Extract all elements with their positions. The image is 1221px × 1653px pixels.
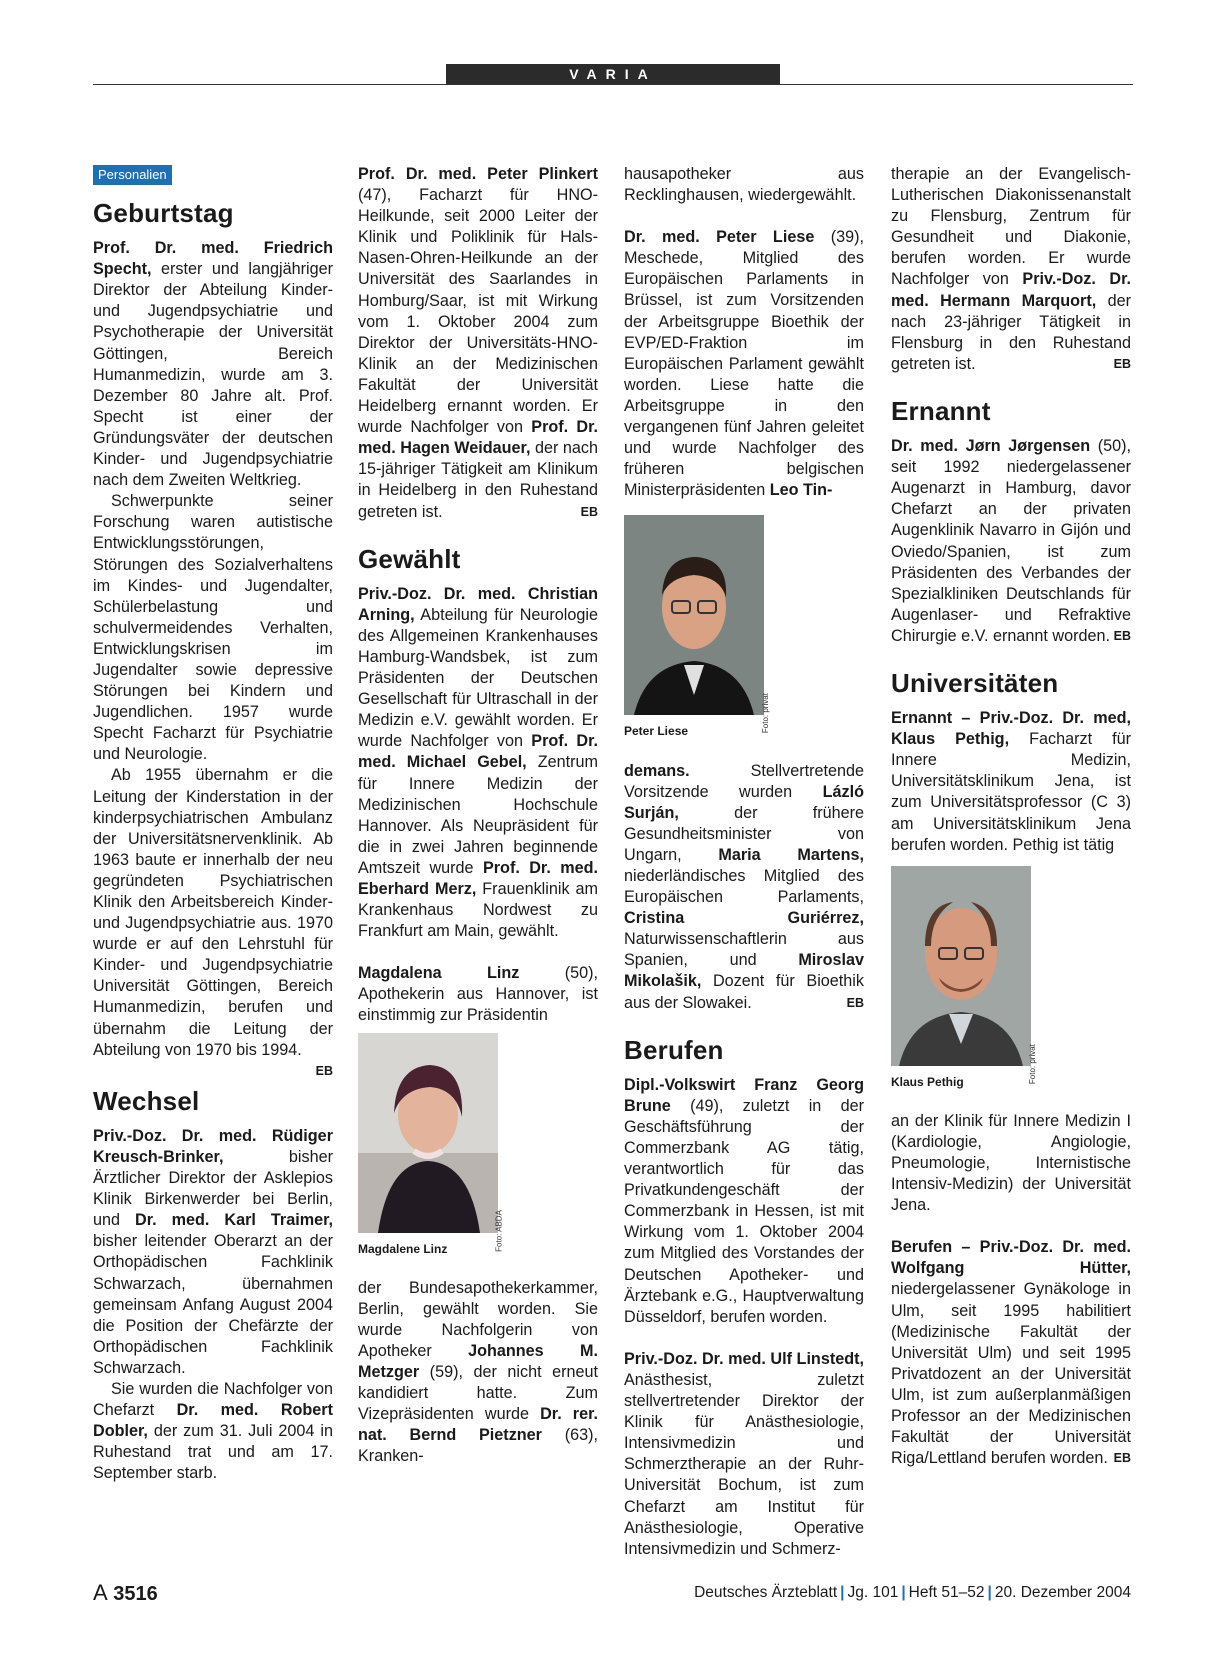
heading-wechsel: Wechsel: [93, 1085, 200, 1116]
photo-caption: Klaus Pethig: [891, 1074, 964, 1089]
author-initials: EB: [1113, 1451, 1131, 1466]
portrait-image: [358, 1033, 498, 1233]
author-initials: EB: [1113, 628, 1131, 643]
heading-gewaehlt: Gewählt: [358, 543, 461, 574]
journal-date: 20. Dezember 2004: [994, 1584, 1131, 1601]
portrait-image: [624, 515, 764, 715]
article-liese-cont: demans. Stellvertretende Vorsitzende wurden Lázló Surján, der frühere Gesundheitsminister von Ungarn, Maria Martens, niederländisches Mitglied des Europäischen Parlaments, Cristina Guriérrez, Naturwissenschaftlerin aus Spanien, und Miroslav Mikolašik, Dozent für Bioethik aus der Slowakei. EB: [624, 761, 864, 1014]
article-joergensen: Dr. med. Jørn Jørgensen (50), seit 1992 niedergelassener Augenarzt in Hamburg, davor Chefarzt an der privaten Augenklinik Navarro in Gijón und Oviedo/Spanien, ist zum Präsidenten des Verbandes der Spezialkliniken Deutschlands für Augenlaser- und Refraktive Chirurgie e.V. ernannt worden. EB: [891, 436, 1131, 647]
column-2: [358, 164, 598, 1468]
photo-credit: Foto: privat: [1027, 1043, 1037, 1084]
article-marquort: therapie an der Evangelisch-Lutherischen Diakonissenanstalt zu Flensburg, Zentrum für Gesundheit und Diakonie, berufen worden. Er wurde Nachfolger von Priv.-Doz. Dr. med. Hermann Marquort, der nach 23-jähriger Tätigkeit in Flensburg in den Ruhestand getreten ist. EB: [891, 164, 1131, 375]
journal-name: Deutsches Ärzteblatt: [694, 1584, 838, 1601]
journal-volume: Jg. 101: [847, 1584, 899, 1601]
article-linz: Magdalena Linz (50), Apothekerin aus Hannover, ist einstimmig zur Präsidentin: [358, 964, 598, 1025]
category-badge: Personalien: [93, 165, 172, 185]
heading-universitaeten: Universitäten: [891, 667, 1059, 698]
author-initials: EB: [580, 504, 598, 519]
heading-ernannt: Ernannt: [891, 395, 991, 426]
page-number: A 3516: [93, 1580, 158, 1605]
article-schwarzach-successor: Sie wurden die Nachfolger von Chefarzt Dr. med. Robert Dobler, der zum 31. Juli 2004 in Ruhestand trat und am 17. September starb.: [93, 1379, 333, 1483]
article-recklinghausen: hausapotheker aus Recklinghausen, wiedergewählt.: [624, 165, 864, 205]
article-linstedt: Priv.-Doz. Dr. med. Ulf Linstedt, Anästhesist, zuletzt stellvertretender Direktor der Klinik für Anästhesiologie, Intensivmedizin und Schmerztherapie an der Ruhr-Universität Bochum, ist zum Chefarzt am Institut für Anästhesiologie, Operative Intensivmedizin und Schmerz-: [624, 1349, 864, 1558]
author-initials: EB: [1113, 356, 1131, 371]
article-plinkert: Prof. Dr. med. Peter Plinkert (47), Facharzt für HNO-Heilkunde, seit 2000 Leiter der Klinik und Poliklinik für Hals-Nasen-Ohren-Heilkunde an der Universität des Saarlandes in Homburg/Saar, ist mit Wirkung vom 1. Oktober 2004 zum Direktor der Universitäts-HNO-Klinik an der Medizinischen Fakultät der Universität Heidelberg ernannt worden. Er wurde Nachfolger von Prof. Dr. med. Hagen Weidauer, der nach 15-jähriger Tätigkeit am Klinikum in Heidelberg in den Ruhestand getreten ist. EB: [358, 164, 598, 523]
article-linz-cont: der Bundesapothekerkammer, Berlin, gewählt worden. Sie wurde Nachfolgerin von Apotheker Johannes M. Metzger (59), der nicht erneut kandidiert hatte. Zum Vizepräsidenten wurde Dr. rer. nat. Bernd Pietzner (63), Kranken-: [358, 1278, 598, 1466]
article-specht-research: Schwerpunkte seiner Forschung waren autistische Entwicklungsstörungen, Störungen des Sozialverhaltens im Kindes- und Jugendalter, Schülerbelastung und schulvermeidendes Verhalten, Entwicklungskrisen im Jugendalter sowie depressive Störungen bei Kindern und Jugendlichen. 1957 wurde Specht Facharzt für Psychiatrie und Neurologie.: [93, 492, 333, 764]
photo-caption: Magdalene Linz: [358, 1241, 448, 1256]
article-specht: Prof. Dr. med. Friedrich Specht, erster und langjähriger Direktor der Abteilung Kinder- und Jugendpsychiatrie und Psychotherapie der Universität Göttingen, Bereich Humanmedizin, wurde am 3. Dezember 80 Jahre alt. Prof. Specht ist einer der Gründungsväter der deutschen Kinder- und Jugendpsychiatrie nach dem Zweiten Weltkrieg.: [93, 239, 333, 490]
article-specht-career: Ab 1955 übernahm er die Leitung der Kinderstation in der kinderpsychiatrischen Ambulanz der Universitätsnervenklinik. Ab 1963 baute er innerhalb der neu gegründeten Psychiatrischen Klinik den Arbeitsbereich Kinder- und Jugendpsychiatrie aus. 1970 wurde er auf den Lehrstuhl für Kinder- und Jugendpsychiatrie Universität Göttingen, Bereich Humanmedizin, berufen und übernahm die Leitung der Abteilung von 1970 bis 1994. EB: [93, 765, 333, 1060]
photo-caption: Peter Liese: [624, 724, 689, 739]
article-huetter: Berufen – Priv.-Doz. Dr. med. Wolfgang Hütter, niedergelassener Gynäkologe in Ulm, seit 1995 habilitiert (Medizinische Fakultät der Universität Ulm) und seit 1995 Privatdozent an der Universität Ulm, ist zum außerplanmäßigen Professor an der Medizinischen Fakultät der Universität Riga/Lettland berufen worden. EB: [891, 1237, 1131, 1469]
section-header-varia: VARIA: [446, 64, 780, 85]
person-name: Prof. Dr. med. Friedrich Specht,: [93, 239, 333, 279]
heading-geburtstag: Geburtstag: [93, 198, 234, 228]
photo-credit: Foto: ABDA: [494, 1210, 504, 1253]
article-pethig: Ernannt – Priv.-Doz. Dr. med, Klaus Pethig, Facharzt für Innere Medizin, Universitätsklinikum Jena, ist zum Universitätsprofessor (C 3) am Universitätsklinikum Jena berufen worden. Pethig ist tätig: [891, 709, 1131, 854]
article-brune: Dipl.-Volkswirt Franz Georg Brune (49), zuletzt in der Geschäftsführung der Commerzbank AG tätig, verantwortlich für das Privatkundengeschäft der Commerzbank in Hessen, ist mit Wirkung vom 1. Oktober 2004 zum Mitglied des Vorstandes der Deutschen Apotheker- und Ärztebank e.G., Hauptverwaltung Düsseldorf, berufen worden.: [624, 1075, 864, 1326]
article-liese: Dr. med. Peter Liese (39), Meschede, Mitglied des Europäischen Parlaments in Brüssel, ist zum Vorsitzenden der Arbeitsgruppe Bioethik der EVP/ED-Fraktion im Europäischen Parlament gewählt worden. Liese hatte die Arbeitsgruppe in den vergangenen fünf Jahren geleitet und wurde Nachfolger des früheren belgischen Ministerpräsidenten Leo Tin-: [624, 228, 864, 500]
heading-berufen: Berufen: [624, 1034, 724, 1065]
article-pethig-cont: an der Klinik für Innere Medizin I (Kardiologie, Angiologie, Pneumologie, Internistische Intensiv-Medizin) der Universität Jena.: [891, 1111, 1131, 1215]
header-rule: [93, 84, 1133, 85]
journal-citation: Deutsches Ärzteblatt | Jg. 101 | Heft 51–52 | 20. Dezember 2004: [694, 1584, 1131, 1601]
journal-issue: Heft 51–52: [908, 1584, 985, 1601]
article-schwarzach: Priv.-Doz. Dr. med. Rüdiger Kreusch-Brinker, bisher Ärztlicher Direktor der Asklepios Klinik Birkenwerder bei Berlin, und Dr. med. Karl Traimer, bisher leitender Oberarzt an der Orthopädischen Fachklinik Schwarzach, übernahmen gemeinsam Anfang August 2004 die Position der Chefärzte der Orthopädischen Fachklinik Schwarzach.: [93, 1126, 333, 1377]
column-1: [93, 164, 333, 1484]
photo-credit: Foto: privat: [760, 693, 770, 734]
column-4: [891, 164, 1131, 1469]
column-3: [624, 164, 864, 1560]
article-arning: Priv.-Doz. Dr. med. Christian Arning, Abteilung für Neurologie des Allgemeinen Krankenhauses Hamburg-Wandsbek, ist zum Präsidenten der Deutschen Gesellschaft für Ultraschall in der Medizin e.V. gewählt worden. Er wurde Nachfolger von Prof. Dr. med. Michael Gebel, Zentrum für Innere Medizin der Medizinischen Hochschule Hannover. Als Neupräsident für die in zwei Jahren beginnende Amtszeit wurde Prof. Dr. med. Eberhard Merz, Frauenklinik am Krankenhaus Nordwest zu Frankfurt am Main, gewählt.: [358, 584, 598, 941]
portrait-image: [891, 866, 1031, 1066]
author-initials: EB: [315, 1063, 333, 1078]
author-initials: EB: [846, 995, 864, 1010]
